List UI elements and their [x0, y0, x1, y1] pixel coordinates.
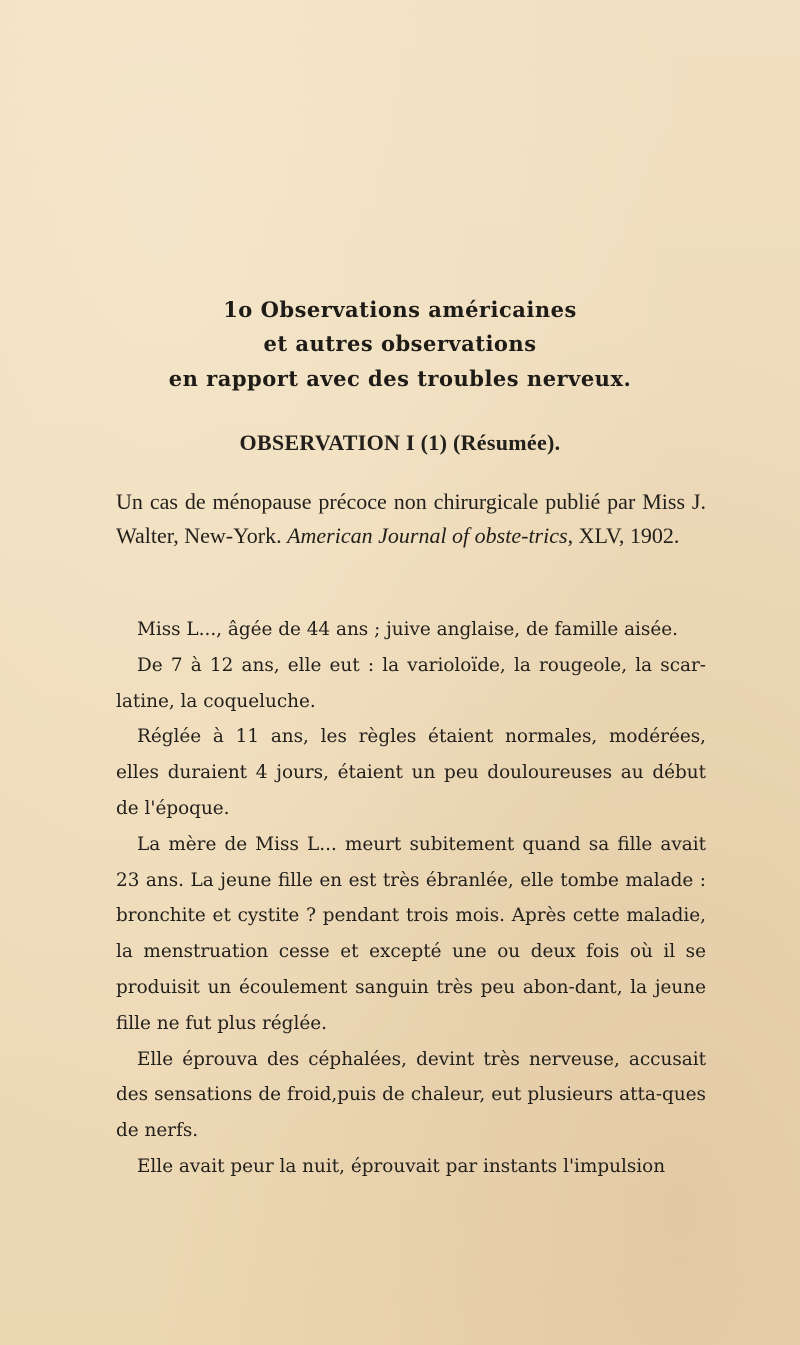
- paragraph: Miss L..., âgée de 44 ans ; juive anglaise, de famille aisée.: [137, 619, 678, 640]
- section-heading-line-2: et autres observations: [263, 331, 537, 356]
- paragraph: Elle éprouva des céphalées, devint très nerveuse, accusait des sensations de froid,puis de chaleur, eut plusieurs atta-ques de nerfs.: [116, 1048, 706, 1142]
- reference-volume: , XLV, 1902.: [567, 523, 680, 548]
- paragraph: Réglée à 11 ans, les règles étaient normales, modérées, elles duraient 4 jours, étaient un peu douloureuses au début de l'époque.: [116, 726, 706, 819]
- paragraph: La mère de Miss L... meurt subitement quand sa fille avait 23 ans. La jeune fille en est très ébranlée, elle tombe malade : bronchite et cystite ? pendant trois mois. Après cette maladie, la menstruation cesse et excepté une ou deux fois où il se produisit un écoulement sanguin très peu abon-dant, la jeune fille ne fut plus réglée.: [116, 833, 706, 1034]
- journal-title: American Journal of obste-trics: [287, 523, 568, 548]
- reference-citation: [116, 485, 706, 553]
- section-heading-line-1: 1o Observations américaines: [223, 297, 577, 322]
- paragraph: Elle avait peur la nuit, éprouvait par instants l'impulsion: [137, 1155, 666, 1177]
- section-heading-line-3: en rapport avec des troubles nerveux.: [168, 366, 632, 391]
- observation-title: OBSERVATION I (1) (Résumée).: [239, 430, 561, 455]
- observation-body: [116, 612, 706, 1185]
- paragraph: De 7 à 12 ans, elle eut : la varioloïde, la rougeole, la scar-latine, la coqueluche.: [116, 654, 706, 712]
- reference-text: Un cas de ménopause précoce non chirurgicale publié par Miss J. Walter, New-York.: [116, 489, 706, 548]
